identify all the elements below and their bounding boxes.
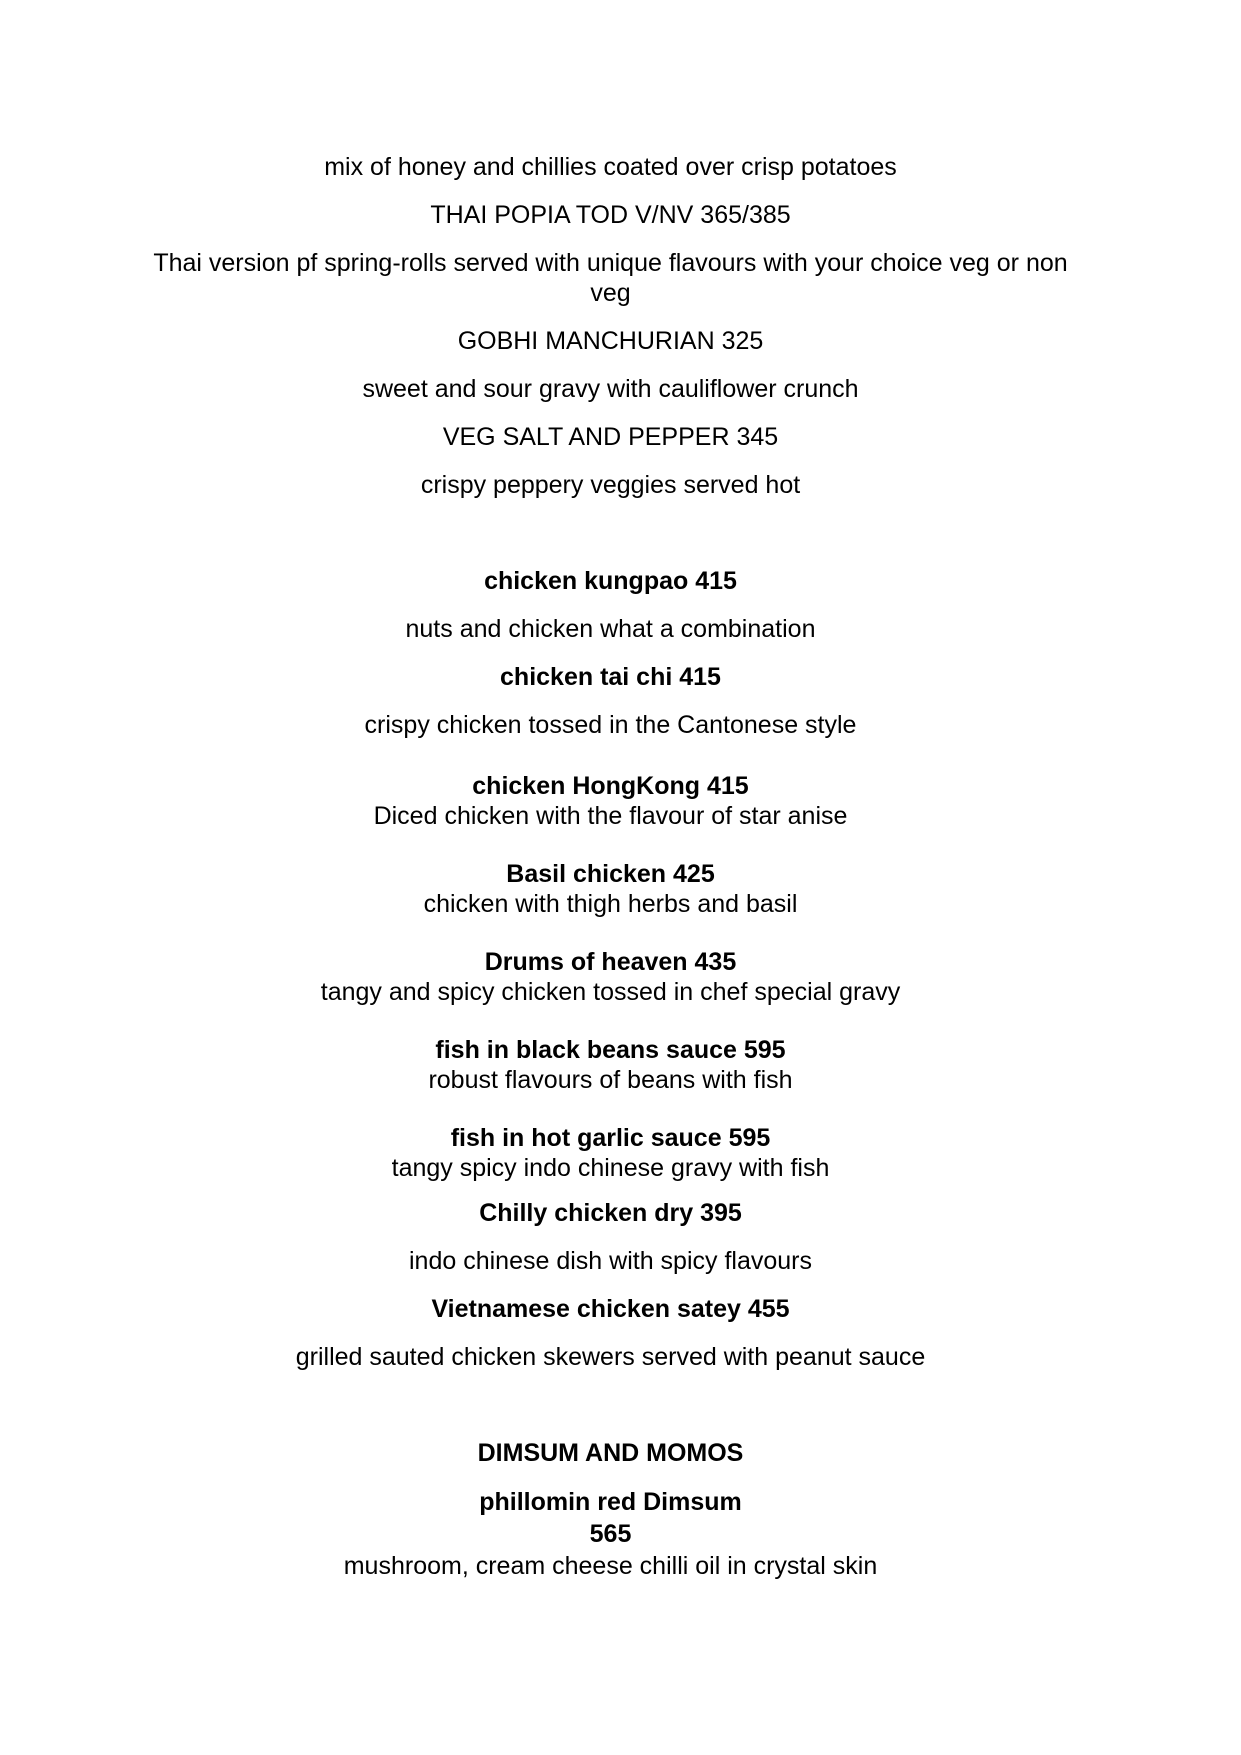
menu-item-name: phillomin red Dimsum (479, 1488, 742, 1516)
menu-item-name: chicken kungpao 415 (484, 567, 737, 595)
menu-item-description: crispy peppery veggies served hot (420, 471, 801, 499)
menu-item-name: Drums of heaven 435 (484, 948, 737, 976)
menu-item-description: tangy spicy indo chinese gravy with fish (391, 1154, 830, 1182)
menu-item (143, 1486, 1078, 1550)
menu-item-name: GOBHI MANCHURIAN 325 (457, 327, 764, 355)
menu-item-description: Thai version pf spring-rolls served with unique flavours with your choice veg or non veg (153, 249, 1068, 307)
menu-item-description: Diced chicken with the flavour of star anise (373, 802, 848, 830)
menu-item-description: robust flavours of beans with fish (428, 1066, 793, 1094)
menu-item-name: THAI POPIA TOD V/NV 365/385 (430, 201, 791, 229)
menu-item (143, 846, 1078, 919)
menu-item-description: chicken with thigh herbs and basil (423, 890, 798, 918)
blank-line (143, 518, 1078, 566)
menu-item-name: fish in hot garlic sauce 595 (450, 1124, 771, 1152)
menu-item-price: 565 (589, 1520, 632, 1548)
menu-item (143, 934, 1078, 1007)
menu-item (143, 758, 1078, 831)
menu-item-description: crispy chicken tossed in the Cantonese style (364, 711, 857, 739)
menu-item-description: mix of honey and chillies coated over crisp potatoes (324, 153, 897, 181)
menu-item-name: chicken HongKong 415 (472, 772, 749, 800)
blank-line (143, 1390, 1078, 1438)
menu-item-description: mushroom, cream cheese chilli oil in crystal skin (343, 1552, 878, 1580)
menu-item-name: Chilly chicken dry 395 (479, 1199, 742, 1227)
menu-item-name: Basil chicken 425 (506, 860, 715, 888)
menu-item-description: indo chinese dish with spicy flavours (409, 1247, 812, 1275)
menu-item-description: grilled sauted chicken skewers served with peanut sauce (295, 1343, 926, 1371)
menu-item (143, 1110, 1078, 1183)
menu-item-description: sweet and sour gravy with cauliflower crunch (362, 375, 859, 403)
menu-item-description: tangy and spicy chicken tossed in chef special gravy (320, 978, 901, 1006)
menu-item-description: nuts and chicken what a combination (405, 615, 816, 643)
menu-item-name: VEG SALT AND PEPPER 345 (442, 423, 779, 451)
menu-item-name: chicken tai chi 415 (500, 663, 721, 691)
menu-item-name: Vietnamese chicken satey 455 (431, 1295, 790, 1323)
section-heading: DIMSUM AND MOMOS (477, 1439, 744, 1467)
menu-item (143, 1022, 1078, 1095)
menu-page (143, 0, 1078, 1582)
menu-item-name: fish in black beans sauce 595 (435, 1036, 786, 1064)
